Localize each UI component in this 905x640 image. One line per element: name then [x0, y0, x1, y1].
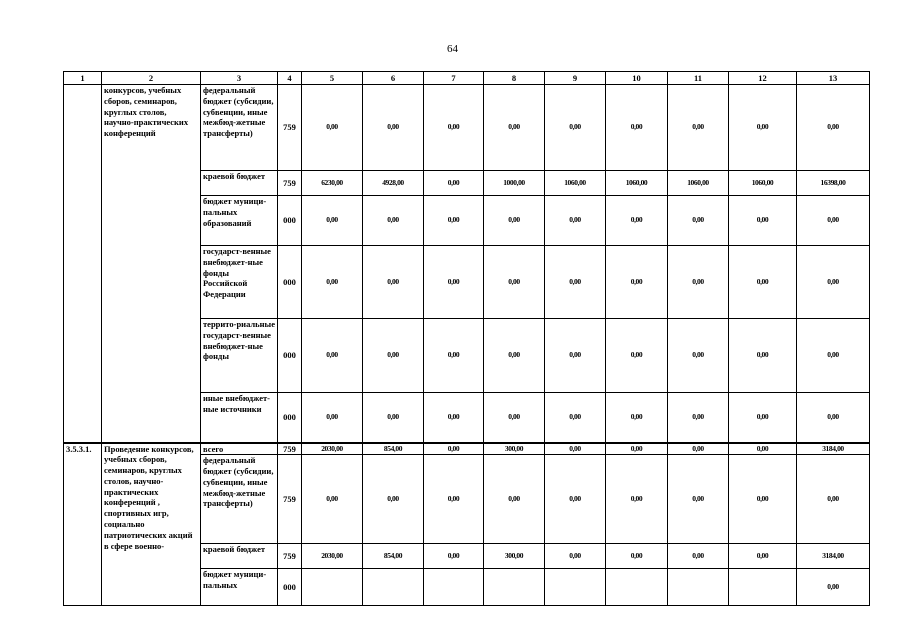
amount-cell: 1060,00	[545, 171, 606, 196]
amount-cell: 300,00	[484, 443, 545, 455]
amount-cell: 0,00	[545, 455, 606, 544]
amount-cell: 4928,00	[363, 171, 424, 196]
amount-cell: 0,00	[606, 246, 668, 319]
amount-cell: 0,00	[668, 443, 729, 455]
amount-cell: 3184,00	[797, 443, 870, 455]
amount-cell: 0,00	[668, 455, 729, 544]
amount-cell	[363, 569, 424, 606]
amount-cell	[729, 569, 797, 606]
item-name: конкурсов, учебных сборов, семинаров, круглых столов, научно-практических конференций	[102, 85, 201, 443]
amount-cell	[668, 569, 729, 606]
amount-cell: 0,00	[729, 393, 797, 443]
funding-source: всего	[201, 443, 278, 455]
amount-cell: 0,00	[424, 85, 484, 171]
amount-cell	[545, 569, 606, 606]
amount-cell: 0,00	[729, 319, 797, 393]
amount-cell: 2030,00	[302, 443, 363, 455]
amount-cell: 0,00	[668, 319, 729, 393]
amount-cell: 0,00	[606, 455, 668, 544]
amount-cell: 0,00	[545, 246, 606, 319]
amount-cell: 16398,00	[797, 171, 870, 196]
amount-cell: 0,00	[302, 393, 363, 443]
amount-cell	[484, 569, 545, 606]
budget-table	[63, 71, 870, 606]
col-header: 7	[424, 72, 484, 85]
amount-cell: 0,00	[729, 85, 797, 171]
amount-cell: 0,00	[424, 196, 484, 246]
item-number: 3.5.3.1.	[64, 443, 102, 606]
col-header: 2	[102, 72, 201, 85]
amount-cell: 0,00	[729, 544, 797, 569]
budget-code: 759	[278, 443, 302, 455]
col-header: 11	[668, 72, 729, 85]
amount-cell: 3184,00	[797, 544, 870, 569]
amount-cell: 0,00	[606, 544, 668, 569]
amount-cell	[424, 569, 484, 606]
amount-cell: 1000,00	[484, 171, 545, 196]
amount-cell: 0,00	[545, 196, 606, 246]
amount-cell: 0,00	[484, 319, 545, 393]
amount-cell: 854,00	[363, 544, 424, 569]
col-header: 8	[484, 72, 545, 85]
amount-cell: 854,00	[363, 443, 424, 455]
col-header: 13	[797, 72, 870, 85]
amount-cell	[606, 569, 668, 606]
amount-cell: 0,00	[668, 393, 729, 443]
budget-code: 000	[278, 246, 302, 319]
col-header: 9	[545, 72, 606, 85]
amount-cell: 0,00	[424, 393, 484, 443]
amount-cell: 0,00	[797, 455, 870, 544]
amount-cell: 0,00	[797, 319, 870, 393]
amount-cell: 2030,00	[302, 544, 363, 569]
amount-cell: 1060,00	[668, 171, 729, 196]
amount-cell: 0,00	[545, 85, 606, 171]
col-header: 5	[302, 72, 363, 85]
funding-source: федеральный бюджет (субсидии, субвенции, иные межбюд-жетные трансферты)	[201, 455, 278, 544]
amount-cell: 0,00	[363, 246, 424, 319]
page-number: 64	[447, 43, 458, 55]
funding-source: краевой бюджет	[201, 544, 278, 569]
amount-cell: 0,00	[797, 196, 870, 246]
amount-cell: 0,00	[668, 544, 729, 569]
budget-code: 000	[278, 319, 302, 393]
amount-cell: 0,00	[424, 544, 484, 569]
budget-code: 759	[278, 544, 302, 569]
amount-cell: 0,00	[797, 85, 870, 171]
amount-cell	[302, 569, 363, 606]
amount-cell: 0,00	[545, 544, 606, 569]
table-row	[64, 443, 870, 455]
col-header: 10	[606, 72, 668, 85]
funding-source: краевой бюджет	[201, 171, 278, 196]
budget-code: 000	[278, 393, 302, 443]
amount-cell: 0,00	[363, 196, 424, 246]
amount-cell: 0,00	[797, 393, 870, 443]
amount-cell: 0,00	[484, 246, 545, 319]
col-header: 3	[201, 72, 278, 85]
budget-code: 759	[278, 171, 302, 196]
funding-source: государст-венные внебюджет-ные фонды Российской Федерации	[201, 246, 278, 319]
amount-cell: 0,00	[363, 319, 424, 393]
amount-cell: 0,00	[797, 569, 870, 606]
amount-cell: 0,00	[424, 246, 484, 319]
amount-cell: 0,00	[545, 319, 606, 393]
amount-cell: 0,00	[302, 319, 363, 393]
amount-cell: 0,00	[606, 443, 668, 455]
item-name: Проведение конкурсов, учебных сборов, семинаров, круглых столов, научно-практических конференций , спортивных игр, социально патриотических акций в сфере военно-	[102, 443, 201, 606]
amount-cell: 0,00	[668, 246, 729, 319]
col-header: 1	[64, 72, 102, 85]
funding-source: бюджет муници-пальных образований	[201, 196, 278, 246]
amount-cell: 0,00	[484, 455, 545, 544]
amount-cell: 0,00	[797, 246, 870, 319]
amount-cell: 0,00	[606, 393, 668, 443]
amount-cell: 0,00	[363, 85, 424, 171]
amount-cell: 0,00	[729, 455, 797, 544]
amount-cell: 0,00	[606, 319, 668, 393]
funding-source: террито-риальные государст-венные внебюджет-ные фонды	[201, 319, 278, 393]
amount-cell: 1060,00	[729, 171, 797, 196]
amount-cell: 0,00	[424, 455, 484, 544]
table-row	[64, 85, 870, 171]
amount-cell: 0,00	[545, 393, 606, 443]
funding-source: федеральный бюджет (субсидии, субвенции, иные межбюд-жетные трансферты)	[201, 85, 278, 171]
col-header: 4	[278, 72, 302, 85]
amount-cell: 0,00	[424, 319, 484, 393]
amount-cell: 0,00	[668, 196, 729, 246]
header-row	[64, 72, 870, 85]
amount-cell: 0,00	[424, 443, 484, 455]
budget-code: 759	[278, 455, 302, 544]
amount-cell: 0,00	[484, 196, 545, 246]
amount-cell: 0,00	[302, 196, 363, 246]
amount-cell: 0,00	[729, 196, 797, 246]
budget-code: 000	[278, 196, 302, 246]
amount-cell: 0,00	[424, 171, 484, 196]
amount-cell: 0,00	[302, 455, 363, 544]
amount-cell: 0,00	[302, 85, 363, 171]
amount-cell: 0,00	[606, 196, 668, 246]
amount-cell: 300,00	[484, 544, 545, 569]
budget-code: 759	[278, 85, 302, 171]
amount-cell: 0,00	[484, 393, 545, 443]
amount-cell: 0,00	[729, 443, 797, 455]
funding-source: бюджет муници-пальных	[201, 569, 278, 606]
funding-source: иные внебюджет-ные источники	[201, 393, 278, 443]
amount-cell: 6230,00	[302, 171, 363, 196]
amount-cell: 0,00	[484, 85, 545, 171]
amount-cell: 0,00	[302, 246, 363, 319]
amount-cell: 0,00	[363, 393, 424, 443]
item-number	[64, 85, 102, 443]
amount-cell: 0,00	[363, 455, 424, 544]
budget-code: 000	[278, 569, 302, 606]
amount-cell: 0,00	[729, 246, 797, 319]
amount-cell: 0,00	[545, 443, 606, 455]
amount-cell: 1060,00	[606, 171, 668, 196]
col-header: 12	[729, 72, 797, 85]
col-header: 6	[363, 72, 424, 85]
amount-cell: 0,00	[668, 85, 729, 171]
amount-cell: 0,00	[606, 85, 668, 171]
